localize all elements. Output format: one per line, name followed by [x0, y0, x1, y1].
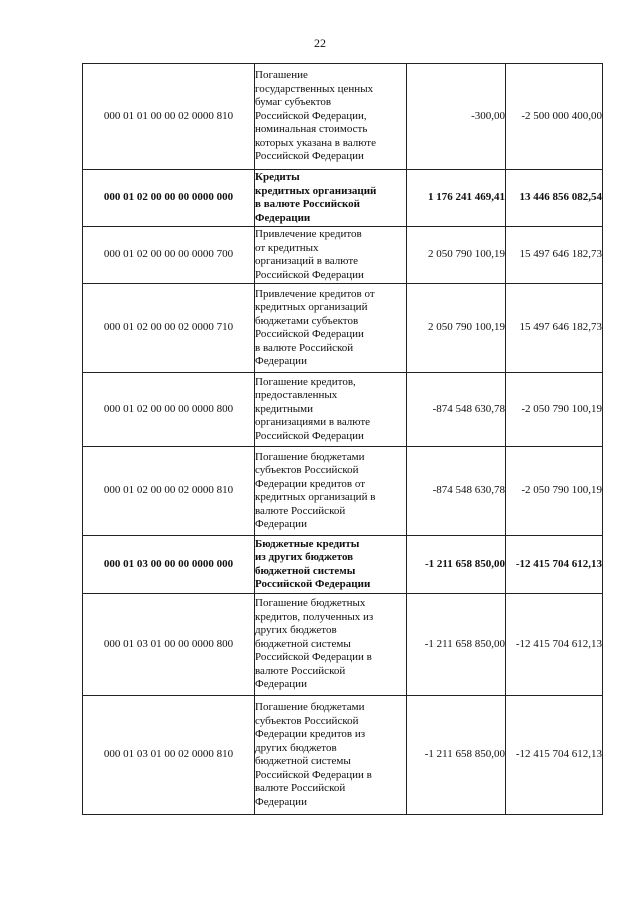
description-line: кредитных организаций в [255, 491, 376, 503]
description-line: бюджетной системы [255, 564, 356, 577]
amount-cell-1: 1 176 241 469,41 [407, 170, 506, 227]
amount-cell-2: -12 415 704 612,13 [506, 594, 603, 696]
budget-code-cell: 000 01 03 01 00 02 0000 810 [83, 696, 255, 815]
description-cell [255, 284, 407, 373]
description-line: которых указана в валюте [255, 136, 376, 149]
description-cell [255, 227, 407, 284]
budget-code-cell: 000 01 02 00 00 00 0000 700 [83, 227, 255, 284]
budget-table-body [83, 64, 603, 815]
budget-code-cell: 000 01 02 00 00 00 0000 000 [83, 170, 255, 227]
table-row [83, 227, 603, 284]
amount-cell-2: -2 500 000 400,00 [506, 64, 603, 170]
description-line: Российской Федерации [255, 429, 364, 442]
budget-code-cell: 000 01 02 00 00 02 0000 810 [83, 447, 255, 536]
amount-cell-1: -1 211 658 850,00 [407, 536, 506, 594]
description-line: бумаг субъектов [255, 96, 332, 109]
description-line: Погашение бюджетных [255, 597, 366, 610]
table-row [83, 447, 603, 536]
description-line: Привлечение кредитов от [255, 287, 375, 300]
description-line: других бюджетов [255, 741, 337, 754]
description-line: Российской Федерации [255, 328, 364, 340]
amount-cell-2: -2 050 790 100,19 [506, 447, 603, 536]
description-cell [255, 373, 407, 447]
description-line: Погашение кредитов, [255, 375, 356, 388]
description-line: государственных ценных [255, 82, 374, 95]
description-line: Российской Федерации [255, 578, 371, 590]
budget-code-cell: 000 01 01 00 00 02 0000 810 [83, 64, 255, 170]
description-line: валюте Российской [255, 664, 346, 677]
description-line: валюте Российской [255, 504, 346, 517]
description-cell [255, 64, 407, 170]
amount-cell-2: 13 446 856 082,54 [506, 170, 603, 227]
description-line: Погашение бюджетами [255, 450, 365, 463]
budget-code-cell: 000 01 03 00 00 00 0000 000 [83, 536, 255, 594]
description-line: от кредитных [255, 241, 319, 254]
description-line: валюте Российской [255, 782, 346, 794]
description-line: Привлечение кредитов [255, 228, 362, 240]
table-row [83, 536, 603, 594]
amount-cell-2: 15 497 646 182,73 [506, 284, 603, 373]
amount-cell-1: 2 050 790 100,19 [407, 284, 506, 373]
description-line: Российской Федерации, [255, 109, 367, 122]
description-cell [255, 696, 407, 815]
description-cell [255, 594, 407, 696]
description-cell [255, 447, 407, 536]
description-line: Погашение [255, 69, 308, 82]
description-line: бюджетной системы [255, 755, 351, 767]
table-row [83, 284, 603, 373]
amount-cell-1: -1 211 658 850,00 [407, 696, 506, 815]
table-row [83, 696, 603, 815]
description-line: бюджетами субъектов [255, 314, 359, 327]
budget-code-cell: 000 01 03 01 00 00 0000 800 [83, 594, 255, 696]
description-cell [255, 170, 407, 227]
description-line: Федерации кредитов из [255, 728, 366, 740]
budget-code-cell: 000 01 02 00 00 00 0000 800 [83, 373, 255, 447]
amount-cell-1: -874 548 630,78 [407, 373, 506, 447]
amount-cell-2: -12 415 704 612,13 [506, 696, 603, 815]
description-line: номинальная стоимость [255, 123, 368, 136]
description-line: в валюте Российской [255, 341, 354, 354]
description-line: субъектов Российской [255, 464, 359, 476]
description-line: бюджетной системы [255, 637, 351, 650]
amount-cell-2: -2 050 790 100,19 [506, 373, 603, 447]
amount-cell-1: 2 050 790 100,19 [407, 227, 506, 284]
description-line: Российской Федерации в [255, 651, 372, 664]
description-line: организациями в валюте [255, 416, 371, 429]
description-line: Российской Федерации [255, 268, 364, 281]
description-line: кредитными [255, 402, 313, 415]
amount-cell-2: -12 415 704 612,13 [506, 536, 603, 594]
description-line: из других бюджетов [255, 551, 354, 563]
description-line: кредитов, полученных из [255, 610, 374, 623]
budget-table [82, 63, 603, 815]
description-line: в валюте Российской [255, 198, 360, 210]
description-line: кредитных организаций [255, 184, 377, 197]
table-row [83, 64, 603, 170]
table-row [83, 594, 603, 696]
description-line: Российской Федерации [255, 150, 364, 163]
description-line: других бюджетов [255, 624, 337, 637]
description-line: организаций в валюте [255, 255, 359, 267]
amount-cell-1: -874 548 630,78 [407, 447, 506, 536]
description-line: Федерации [255, 211, 311, 224]
table-row [83, 373, 603, 447]
budget-code-cell: 000 01 02 00 00 02 0000 710 [83, 284, 255, 373]
description-line: Федерации [255, 355, 307, 367]
description-line: Федерации [255, 678, 307, 691]
description-line: Федерации кредитов от [255, 477, 366, 490]
description-line: Федерации [255, 518, 307, 530]
description-cell [255, 536, 407, 594]
description-line: Погашение бюджетами [255, 701, 365, 713]
description-line: Бюджетные кредиты [255, 537, 360, 550]
amount-cell-2: 15 497 646 182,73 [506, 227, 603, 284]
amount-cell-1: -300,00 [407, 64, 506, 170]
description-line: предоставленных [255, 389, 338, 402]
description-line: субъектов Российской [255, 714, 359, 727]
description-line: Российской Федерации в [255, 768, 372, 781]
page-number: 22 [314, 36, 326, 50]
description-line: Федерации [255, 795, 307, 808]
description-line: кредитных организаций [255, 301, 368, 313]
table-row [83, 170, 603, 227]
amount-cell-1: -1 211 658 850,00 [407, 594, 506, 696]
description-line: Кредиты [255, 171, 300, 183]
